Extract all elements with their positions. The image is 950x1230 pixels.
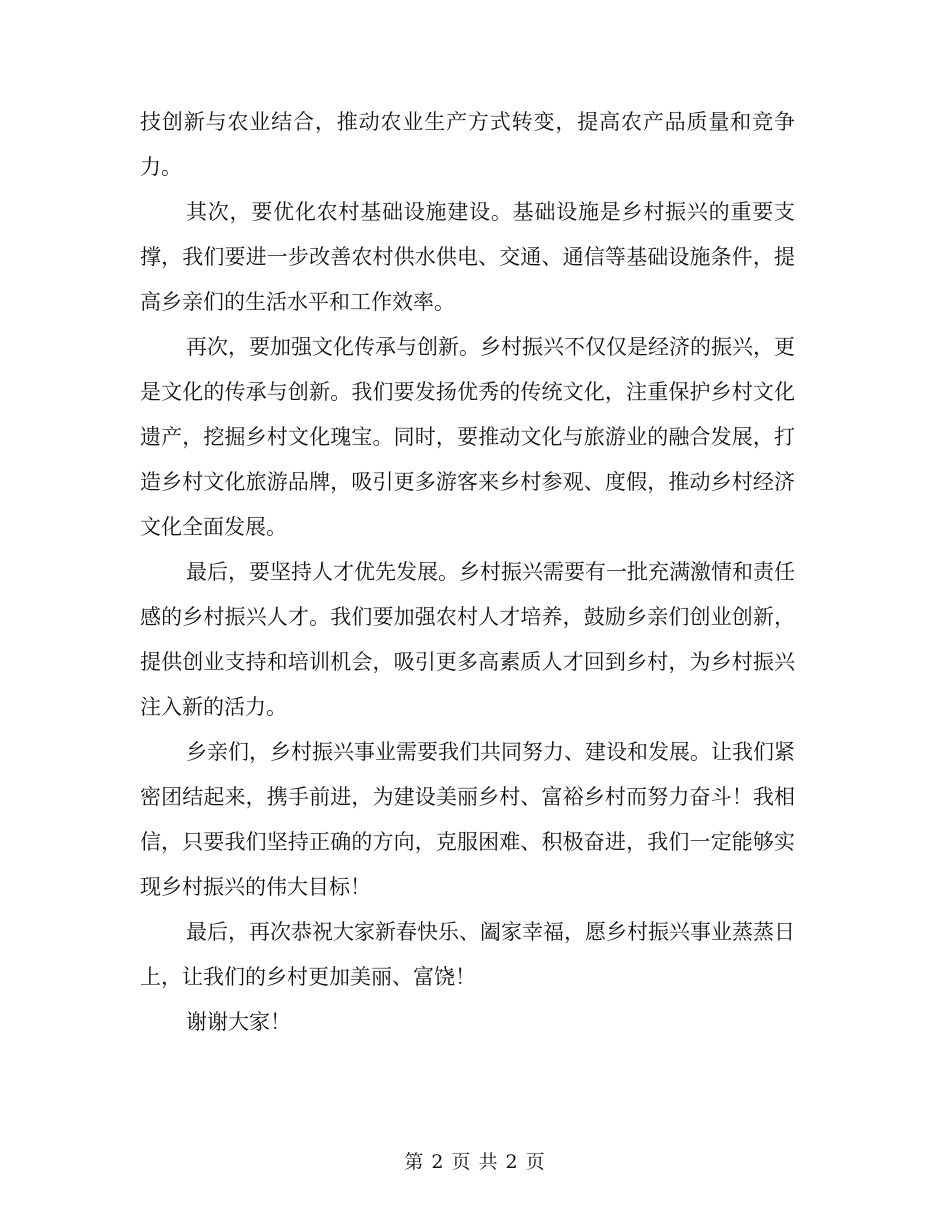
document-body [140,100,795,1045]
page-number-footer: 第 2 页 共 2 页 [404,1151,546,1173]
paragraph-continued: 技创新与农业结合，推动农业生产方式转变，提高农产品质量和竞争力。 [140,110,795,179]
paragraph-call-to-action: 乡亲们，乡村振兴事业需要我们共同努力、建设和发展。让我们紧密团结起来，携手前进，为建设美丽乡村、富裕乡村而努力奋斗！我相信，只要我们坚持正确的方向，克服困难、积极奋进，我们一定能够实现乡村振兴的伟大目标！ [140,740,795,899]
paragraph-new-year-wishes: 最后，再次恭祝大家新春快乐、阖家幸福，愿乡村振兴事业蒸蒸日上，让我们的乡村更加美丽、富饶！ [140,920,795,989]
paragraph-talent: 最后，要坚持人才优先发展。乡村振兴需要有一批充满激情和责任感的乡村振兴人才。我们要加强农村人才培养，鼓励乡亲们创业创新，提供创业支持和培训机会，吸引更多高素质人才回到乡村，为乡村振兴注入新的活力。 [140,560,795,719]
paragraph-infrastructure: 其次，要优化农村基础设施建设。基础设施是乡村振兴的重要支撑，我们要进一步改善农村供水供电、交通、通信等基础设施条件，提高乡亲们的生活水平和工作效率。 [140,200,795,314]
paragraph-thanks: 谢谢大家！ [186,1010,291,1034]
paragraph-culture: 再次，要加强文化传承与创新。乡村振兴不仅仅是经济的振兴，更是文化的传承与创新。我们要发扬优秀的传统文化，注重保护乡村文化遗产，挖掘乡村文化瑰宝。同时，要推动文化与旅游业的融合发展，打造乡村文化旅游品牌，吸引更多游客来乡村参观、度假，推动乡村经济文化全面发展。 [140,335,795,539]
